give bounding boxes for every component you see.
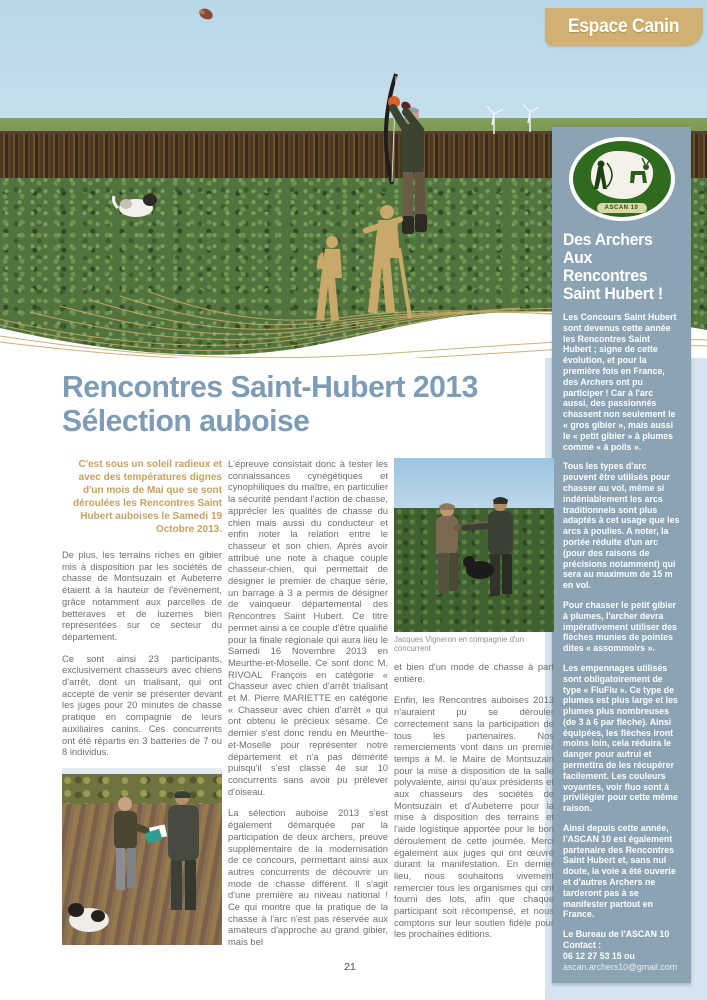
contact-phone: 06 12 27 53 15 ou [563,951,635,962]
sidebar-paragraph: Tous les types d'arc peuvent être utilisés pour chasser au vol, même si indéniablement les arcs traditionnels sont plus adaptés à cet usage que les arcs à poulies. A noter, la portée réduite d'un arc (pour des raisons de précisions notamment) qui sera au maximum de 15 m en vol. [563,461,680,591]
body-paragraph: L'épreuve consistait donc à tester les connaissances cynégétiques et cynophiliques du maître, en particulier la sécurité pendant l'action de chasse, apprécier les qualités de chasse du chien mais aussi du conducteur et enfin noter la relation entre le chasseur et son chien. Après avoir attribué une note à chaque couple chasseur-chien, qui permettait de désigner le premier de chaque série, un barrage à 3 a permis de désigner de vainqueur départemental des Rencontres Saint Hubert. Ce titre permet ainsi à ce couple d'être qualifié pour la finale régionale qui aura lieu le Samedi 16 Novembre 2013 en Meurthe-et-Moselle. Ce sont donc M. RIVOAL François en catégorie « Chasseur avec chien d'arrêt trialisant et M. Pierre MARIETTE en catégorie « Chasseur avec chien d'arrêt » qui ont obtenu le précieux sésame. Ce dernier s'est donc rendu en Meurthe-et-Moselle pour représenter notre département et n'a pas démérité puisqu'il s'est classé 4e sur 10 concurrents sans avoir pu prélever d'oiseau. [228,458,388,797]
body-paragraph: De plus, les terrains riches en gibier mis à disposition par les sociétés de chasse de Montsuzain et Aubeterre étaient à la hauteur de l'évènement, grâce notamment aux parcelles de betteraves et de luzernes bien représentées sur ce secteur du département. [62,549,222,642]
sidebar-paragraph: Pour chasser le petit gibier à plumes, l'archer devra impérativement utiliser des flèches munies de pointes dites « assommoirs ». [563,599,677,654]
logo-label: ASCAN 10 [597,203,647,213]
body-paragraph: Ce sont ainsi 23 participants, exclusivement chasseurs avec chiens d'arrêt, dont un trialisant, qui ont accepté de venir se présenter devant les juges pour 20 minutes de chasse pratique en compagnie de leurs auxiliaires canins. Ces concurrents ont été répartis en 3 batteries de 7 ou 8 individus. [62,652,222,758]
section-tab-label: Espace Canin [568,16,680,37]
title-line-2: Sélection auboise [62,403,310,438]
running-dog-icon [110,188,164,222]
contact-block [563,929,680,973]
sidebar-paragraph: Les empennages utilisés sont obligatoirement de type « FluFlu ». Ce type de plumes est plus large et les plumes plus nombreuses (de 3 à 6 par flèche). Ainsi équipées, les flèches iront moins loin, cela réduira le danger pour autrui et permettra de les récupérer facilement. Les couleurs voyantes, voir fluo sont à privilégier pour cette même raison. [563,662,678,814]
page-number: 21 [344,961,356,973]
photo1-figures [62,768,222,945]
column-1 [62,458,222,945]
page-title [62,370,537,438]
column-3 [394,458,554,950]
body-paragraph: La sélection auboise 2013 s'est également démarquée par la participation de deux archers, preuve supplémentaire de la modernisation de ce concours, permettant ainsi aux autres concurrents de découvrir un mode de chasse différent. Il s'agit d'une première au niveau national ! Ce qui montre que la pratique de la chasse à l'arc n'est pas réservée aux amateurs d'approche au grand gibier, mais bel [228,807,388,948]
handshake-photo [394,458,554,632]
contact-bureau: Le Bureau de l'ASCAN 10 [563,929,670,940]
photo2-figures [394,458,554,632]
flying-bird-icon [196,6,216,22]
contact-email: ascan.archers10@gmail.com [563,962,678,973]
intro-paragraph: C'est sous un soleil radieux et avec des températures dignes d'un mois de Mai que se sont déroulées les Rencontres Saint Hubert auboises le Samedi 19 Octobre 2013. [73,459,222,535]
judges-field-photo [62,768,222,945]
sidebar [552,127,691,983]
photo-caption: Jacques Vigneron en compagnie d'un concurrent [394,635,525,653]
column-2 [228,458,388,958]
section-tab [545,8,703,46]
sidebar-paragraph: Ainsi depuis cette année, l'ASCAN 10 est également partenaire des Rencontres Saint Hubert et, sans nul doute, la voie a été ouverte et d'autres Archers ne tarderont pas à se manifester partout en France. [563,823,676,920]
title-line-1: Rencontres Saint-Hubert 2013 [62,369,478,404]
wind-turbines-icon [480,100,550,140]
ascan-logo [569,137,675,221]
sidebar-heading: Des Archers Aux Rencontres Saint Hubert ! [563,231,663,303]
body-paragraph: Enfin, les Rencontres auboises 2013 n'auraient pu se dérouler correctement sans la participation de tous les partenaires. Nos remerciements vont dans un premier temps à M. le Maire de Montsuzain pour la mise à disposition de la salle polyvalente, ainsi qu'aux présidents et aux chasseurs des sociétés de Montsuzain et d'Aubeterre pour la mise à disposition des terrains et l'aide logistique apportée pour le bon déroulement de cette journée. Merci également aux juges qui ont œuvré durant la manifestation. En dernier lieu, nous souhaitons vivement remercier tous les organismes qui ont fourni des lots, afin que chaque participant soit récompensé, et nous comptons sur leur soutien fidèle pour les prochaines éditions. [394,694,554,940]
sidebar-paragraph: Les Concours Saint Hubert sont devenus cette année les Rencontres Saint Hubert ; signe de cette évolution, et pour la première fois en France, des Archers ont pu participer ! Car à l'arc aussi, des passionnés chassent non seulement le « gros gibier », mais aussi le « petit gibier » à plumes comme « à poils ». [563,312,677,452]
contact-label: Contact : [563,940,602,951]
body-paragraph: et bien d'un mode de chasse à part entière. [394,661,554,684]
